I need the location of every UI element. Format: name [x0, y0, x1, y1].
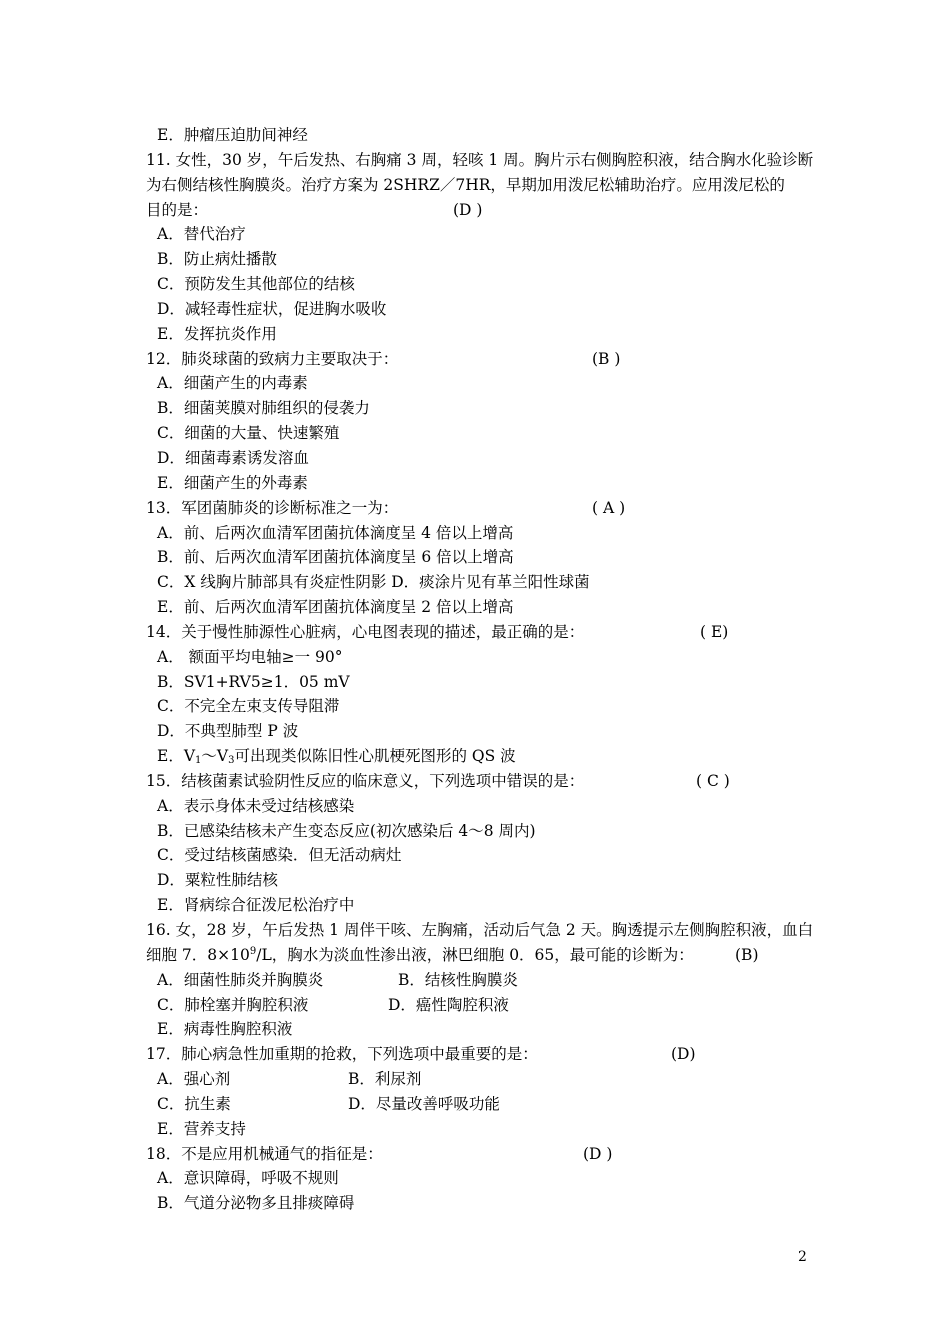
q12-answer: (B ) — [592, 349, 621, 368]
q14-option-c: C．不完全左束支传导阻滞 — [157, 697, 340, 716]
q13-option-b: B．前、后两次血清军团菌抗体滴度呈 6 倍以上增高 — [157, 548, 514, 567]
q17-option-b: B．利尿剂 — [348, 1070, 422, 1089]
q17-option-e: E．营养支持 — [157, 1119, 246, 1138]
q16-option-a: A．细菌性肺炎并胸膜炎 — [157, 970, 324, 989]
q16-options-ab — [146, 968, 810, 993]
q11-stem-line-2: 为右侧结核性胸膜炎。治疗方案为 2SHRZ／7HR，早期加用泼尼松辅助治疗。应用泼尼松的 — [146, 175, 785, 194]
q16-option-b: B．结核性胸膜炎 — [398, 970, 518, 989]
q12-option-e: E．细菌产生的外毒素 — [157, 473, 308, 492]
q16-stem-line-1: 16. 女，28 岁，午后发热 1 周伴干咳、左胸痛，活动后气急 2 天。胸透提示左侧胸腔积液，血白 — [146, 921, 814, 939]
question-content — [146, 123, 814, 1216]
q16-option-c: C．肺栓塞并胸腔积液 — [157, 995, 309, 1014]
q12-stem-text: 12．肺炎球菌的致病力主要取决于： — [146, 349, 399, 368]
q13-option-a: A．前、后两次血清军团菌抗体滴度呈 4 倍以上增高 — [157, 523, 514, 542]
q15-stem-text: 15．结核菌素试验阴性反应的临床意义，下列选项中错误的是： — [146, 771, 585, 790]
q14-stem — [146, 620, 810, 645]
q15-answer: ( C ) — [696, 771, 730, 790]
q13-option-e: E．前、后两次血清军团菌抗体滴度呈 2 倍以上增高 — [157, 598, 514, 617]
q11-option-d: D．减轻毒性症状，促进胸水吸收 — [157, 299, 387, 318]
q16-option-d: D．癌性陶腔积液 — [388, 995, 509, 1014]
q16-stem-2b: /L，胸水为淡血性渗出液，淋巴细胞 0．65，最可能的诊断为： — [256, 945, 694, 964]
q17-stem — [146, 1042, 810, 1067]
q12-option-c: C．细菌的大量、快速繁殖 — [157, 424, 340, 443]
q17-options-ab — [146, 1067, 810, 1092]
page-number: 2 — [798, 1249, 807, 1265]
q14-option-e-sub1: 1 — [195, 755, 202, 767]
q13-answer: ( A ) — [592, 498, 626, 517]
q17-option-d: D．尽量改善呼吸功能 — [348, 1094, 500, 1113]
q17-option-c: C．抗生素 — [157, 1094, 231, 1113]
q11-stem-line-3 — [146, 198, 810, 223]
q17-option-a: A．强心剂 — [157, 1070, 231, 1089]
q16-option-e: E．病毒性胸腔积液 — [157, 1020, 293, 1039]
q11-stem-line-1: 11. 女性，30 岁，午后发热、右胸痛 3 周，轻咳 1 周。胸片示右侧胸腔积液，结合胸水化验诊断 — [146, 150, 814, 169]
q13-option-c-d: C．X 线胸片肺部具有炎症性阴影 D．痰涂片见有革兰阳性球菌 — [157, 573, 590, 592]
q18-stem — [146, 1142, 810, 1167]
q15-stem — [146, 769, 810, 794]
q14-option-a: A． 额面平均电轴≥一 90° — [157, 647, 343, 666]
q16-stem-line-2 — [146, 943, 810, 968]
q13-stem-text: 13．军团菌肺炎的诊断标准之一为： — [146, 498, 399, 517]
q11-option-a: A．替代治疗 — [157, 225, 246, 244]
q15-option-d: D．粟粒性肺结核 — [157, 871, 278, 890]
q18-answer: (D ) — [583, 1144, 613, 1163]
q14-option-e — [146, 744, 810, 769]
q14-option-b: B．SV1+RV5≥1．05 mV — [157, 672, 350, 691]
q16-stem-2-sup: 9 — [249, 945, 257, 957]
q15-option-a: A．表示身体未受过结核感染 — [157, 796, 355, 815]
q12-stem — [146, 347, 810, 372]
q16-options-cd — [146, 993, 810, 1018]
q17-options-cd — [146, 1092, 810, 1117]
q11-option-e: E．发挥抗炎作用 — [157, 324, 277, 343]
q15-option-b: B．已感染结核未产生变态反应(初次感染后 4～8 周内) — [157, 821, 536, 840]
q12-option-b: B．细菌荚膜对肺组织的侵袭力 — [157, 399, 370, 418]
q11-answer: (D ) — [453, 200, 483, 219]
q14-answer: ( E) — [700, 622, 729, 641]
q16-answer: (B) — [735, 945, 759, 964]
q14-option-e-prefix: E．V — [157, 747, 196, 766]
q18-stem-text: 18．不是应用机械通气的指征是： — [146, 1144, 383, 1163]
q12-option-a: A．细菌产生的内毒素 — [157, 374, 308, 393]
q14-option-e-suffix: 可出现类似陈旧性心肌梗死图形的 QS 波 — [234, 747, 516, 766]
q12-option-d: D．细菌毒素诱发溶血 — [157, 448, 309, 467]
q10-option-e: E．肿瘤压迫肋间神经 — [157, 126, 308, 144]
q18-option-a: A．意识障碍，呼吸不规则 — [157, 1169, 339, 1188]
q14-option-d: D．不典型肺型 P 波 — [157, 722, 299, 741]
q14-option-e-mid: ～V — [201, 747, 229, 766]
q13-stem — [146, 496, 810, 521]
q11-option-b: B．防止病灶播散 — [157, 250, 277, 269]
q15-option-c: C．受过结核菌感染．但无活动病灶 — [157, 846, 402, 865]
q14-stem-text: 14．关于慢性肺源性心脏病，心电图表现的描述，最正确的是： — [146, 622, 585, 641]
q15-option-e: E．肾病综合征泼尼松治疗中 — [157, 896, 355, 915]
q14-option-e-sub2: 3 — [228, 755, 235, 767]
q17-answer: (D) — [671, 1045, 696, 1064]
q18-option-b: B．气道分泌物多且排痰障碍 — [157, 1194, 355, 1213]
q11-stem-text: 目的是： — [146, 200, 209, 219]
q16-stem-2a: 细胞 7．8×10 — [146, 945, 250, 964]
q17-stem-text: 17．肺心病急性加重期的抢救，下列选项中最重要的是： — [146, 1045, 538, 1064]
q11-option-c: C．预防发生其他部位的结核 — [157, 275, 355, 294]
